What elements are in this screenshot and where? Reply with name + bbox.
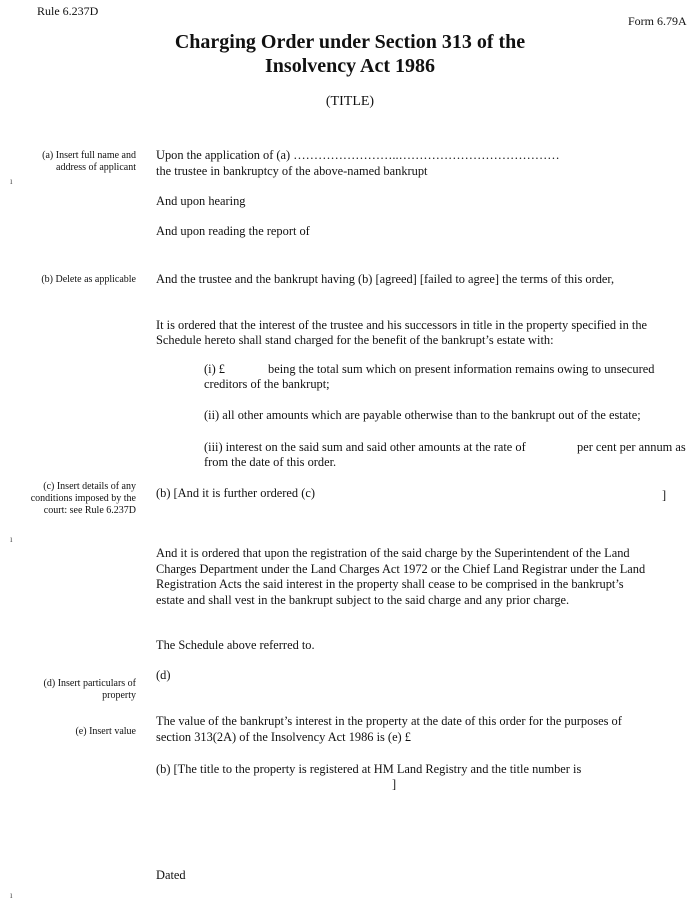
document-title-line1: Charging Order under Section 313 of the — [174, 31, 526, 53]
margin-note-d-line2: property — [102, 690, 136, 701]
margin-note-e: (e) Insert value — [75, 726, 136, 737]
agreed-line: And the trustee and the bankrupt having (b) [agreed] [failed to agree] the terms of this order, — [156, 272, 615, 286]
item-i-pound: (i) £ — [204, 362, 225, 376]
reading-line: And upon reading the report of — [156, 224, 310, 238]
title-registration-line: (b) [The title to the property is registered at HM Land Registry and the title number is — [156, 762, 582, 776]
hearing-line: And upon hearing — [156, 194, 246, 208]
margin-note-d-line1: (d) Insert particulars of — [43, 678, 136, 689]
further-ordered: (b) [And it is further ordered (c) — [156, 486, 315, 500]
value-line1: The value of the bankrupt’s interest in the property at the date of this order for the purposes of — [156, 714, 622, 728]
punch-mark: ı — [10, 534, 13, 544]
registration-line1: And it is ordered that upon the registration of the said charge by the Superintendent of the Land — [156, 546, 630, 560]
registration-line3: Registration Acts the said interest in the property shall cease to be comprised in the bankrupt’s — [156, 577, 624, 591]
application-line2: the trustee in bankruptcy of the above-named bankrupt — [156, 164, 428, 178]
item-i-line2: creditors of the bankrupt; — [204, 377, 330, 391]
application-line1: Upon the application of (a) ……………………..………………………………… — [156, 148, 560, 162]
item-iii-rate: per cent per annum as — [577, 440, 686, 454]
document-title-line2: Insolvency Act 1986 — [265, 55, 435, 77]
value-line2: section 313(2A) of the Insolvency Act 1986 is (e) £ — [156, 730, 411, 744]
ordered-line1: It is ordered that the interest of the trustee and his successors in title in the property specified in the — [156, 318, 648, 332]
margin-note-c-line1: (c) Insert details of any — [43, 481, 136, 492]
margin-note-a-line1: (a) Insert full name and — [42, 150, 136, 161]
item-iii-line2: from the date of this order. — [204, 455, 337, 469]
title-registration-bracket: ] — [392, 777, 397, 791]
further-ordered-bracket: ] — [662, 488, 667, 502]
item-iii-text: (iii) interest on the said sum and said other amounts at the rate of — [204, 440, 526, 454]
rule-reference: Rule 6.237D — [37, 4, 99, 18]
item-ii: (ii) all other amounts which are payable otherwise than to the bankrupt out of the estate; — [204, 408, 641, 422]
registration-line2: Charges Department under the Land Charges Act 1972 or the Chief Land Registrar under the Land — [156, 562, 646, 576]
property-particulars-marker: (d) — [156, 668, 171, 682]
margin-note-c-line3: court: see Rule 6.237D — [43, 505, 136, 516]
document-subtitle: (TITLE) — [325, 94, 375, 109]
dated-line: Dated — [156, 868, 186, 882]
ordered-line2: Schedule hereto shall stand charged for the benefit of the bankrupt’s estate with: — [156, 333, 554, 347]
form-number: Form 6.79A — [628, 14, 687, 28]
schedule-heading: The Schedule above referred to. — [156, 638, 315, 652]
punch-mark: ı — [10, 176, 13, 186]
margin-note-b: (b) Delete as applicable — [41, 274, 136, 285]
punch-mark: ı — [10, 890, 13, 900]
margin-note-c-line2: conditions imposed by the — [30, 493, 136, 504]
registration-line4: estate and shall vest in the bankrupt subject to the said charge and any prior charge. — [156, 593, 570, 607]
item-i-text: being the total sum which on present information remains owing to unsecured — [268, 362, 655, 376]
margin-note-a-line2: address of applicant — [56, 162, 136, 173]
